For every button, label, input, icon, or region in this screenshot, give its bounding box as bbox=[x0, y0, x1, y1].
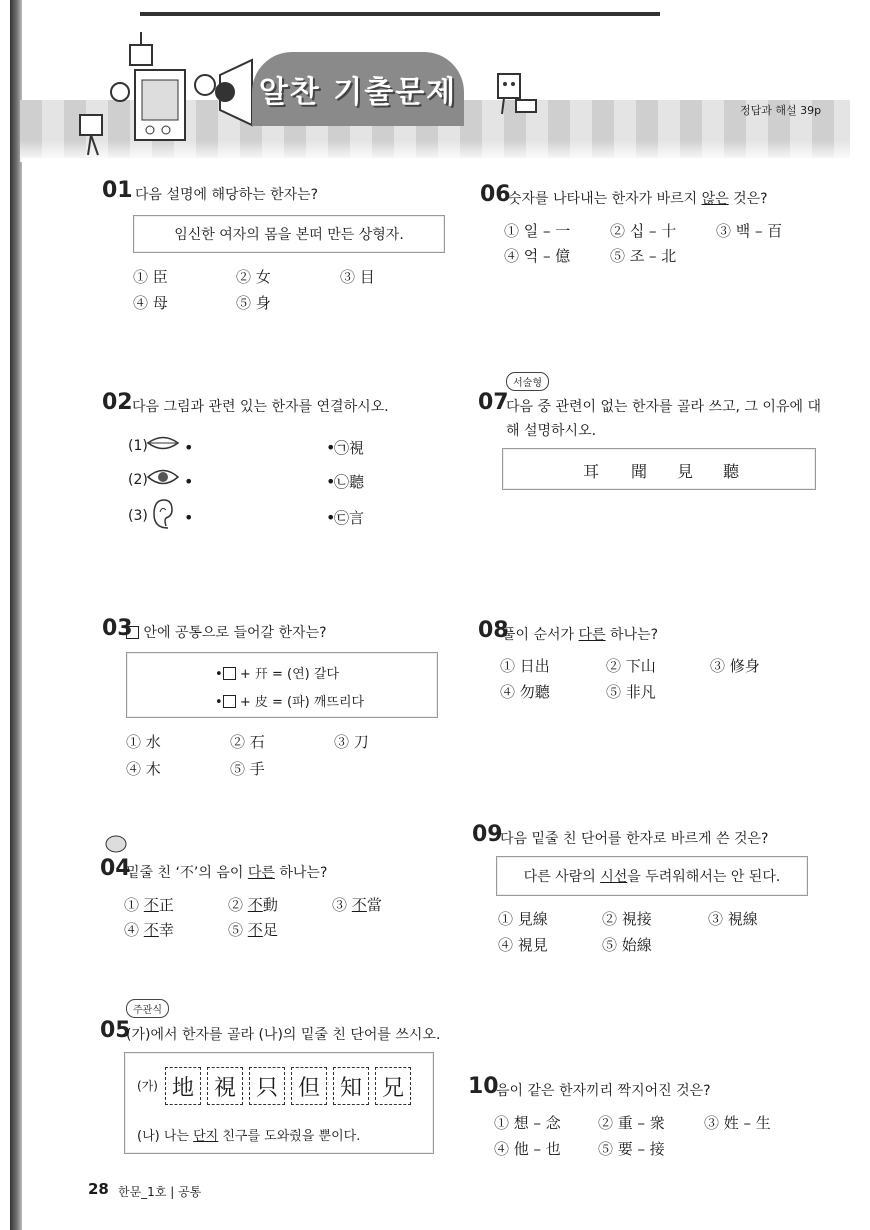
q10-option-2[interactable]: ② 重 – 衆 bbox=[598, 1114, 665, 1132]
q03-line-1: • + 幵 = (연) 갈다 bbox=[215, 667, 339, 682]
q10-text: 음이 같은 한자끼리 짝지어진 것은? bbox=[496, 1083, 711, 1099]
q06-option-4[interactable]: ④ 억 – 億 bbox=[504, 247, 571, 265]
q07-char-1: 耳 bbox=[583, 462, 600, 481]
q08-option-1[interactable]: ① 日出 bbox=[500, 657, 550, 675]
q09-option-4[interactable]: ④ 視見 bbox=[498, 936, 548, 954]
section-title: 알찬 기출문제 bbox=[258, 75, 458, 110]
answer-reference: 정답과 해설 39p bbox=[740, 104, 822, 117]
q01-option-3[interactable]: ③ 目 bbox=[340, 268, 375, 286]
q08-option-3[interactable]: ③ 修身 bbox=[710, 657, 760, 675]
q02-dot-left-3[interactable]: • bbox=[184, 508, 194, 527]
ear-icon bbox=[150, 498, 174, 532]
q03-option-5[interactable]: ⑤ 手 bbox=[230, 760, 265, 778]
q02-dot-right-3[interactable]: • bbox=[326, 508, 336, 527]
q08-option-2[interactable]: ② 下山 bbox=[606, 657, 656, 675]
q07-number: 07 bbox=[478, 390, 509, 415]
q07-char-2: 聞 bbox=[631, 462, 648, 481]
q07-badge: 서술형 bbox=[506, 372, 549, 391]
q04-option-5[interactable]: ⑤ 不足 bbox=[228, 921, 278, 939]
q05-ga-label: (가) bbox=[137, 1079, 158, 1093]
blank-square-icon bbox=[126, 626, 139, 639]
small-robot-icon bbox=[492, 70, 542, 120]
q06-number: 06 bbox=[480, 182, 511, 207]
q02-dot-left-2[interactable]: • bbox=[184, 472, 194, 491]
q02-text: 다음 그림과 관련 있는 한자를 연결하시오. bbox=[132, 399, 389, 415]
q01-option-1[interactable]: ① 臣 bbox=[133, 268, 168, 286]
q05-text: (가)에서 한자를 골라 (나)의 밑줄 친 단어를 쓰시오. bbox=[126, 1027, 441, 1043]
q08-text: 풀이 순서가 다른 하나는? bbox=[502, 627, 659, 643]
page-number: 28 bbox=[88, 1180, 109, 1198]
q09-sentence: 다른 사람의 시선을 두려워해서는 안 된다. bbox=[523, 869, 781, 885]
q03-number: 03 bbox=[102, 616, 133, 641]
hanja-card[interactable]: 視 bbox=[207, 1067, 243, 1105]
q02-dot-left-1[interactable]: • bbox=[184, 438, 194, 457]
q04-text: 밑줄 친 ‘不’의 음이 다른 하나는? bbox=[126, 865, 328, 881]
q09-number: 09 bbox=[472, 822, 503, 847]
q07-text-line-2: 해 설명하시오. bbox=[506, 423, 597, 439]
hanja-card[interactable]: 兄 bbox=[375, 1067, 411, 1105]
q01-text: 다음 설명에 해당하는 한자는? bbox=[135, 187, 319, 203]
q07-box bbox=[502, 448, 816, 490]
eye-icon bbox=[146, 466, 180, 488]
q05-number: 05 bbox=[100, 1018, 131, 1043]
q03-hint-box bbox=[126, 652, 438, 718]
q05-na-sentence: (나) 나는 단지 친구를 도와줬을 뿐이다. bbox=[137, 1129, 361, 1144]
q09-option-1[interactable]: ① 見線 bbox=[498, 910, 548, 928]
q02-item-3-label: (3) bbox=[128, 508, 148, 524]
q02-choice-3: ㉢言 bbox=[334, 509, 365, 527]
hanja-card[interactable]: 但 bbox=[291, 1067, 327, 1105]
q10-option-5[interactable]: ⑤ 要 – 接 bbox=[598, 1140, 665, 1158]
q06-option-3[interactable]: ③ 백 – 百 bbox=[716, 222, 783, 240]
q05-badge: 주관식 bbox=[126, 999, 169, 1018]
q03-option-1[interactable]: ① 水 bbox=[126, 733, 161, 751]
section-title-tab bbox=[252, 52, 464, 126]
footer-label: 한문_1호 | 공통 bbox=[118, 1185, 202, 1199]
q02-dot-right-1[interactable]: • bbox=[326, 438, 336, 457]
q06-option-1[interactable]: ① 일 – 一 bbox=[504, 222, 571, 240]
q01-hint-box bbox=[133, 215, 445, 253]
page-edge-shadow bbox=[10, 0, 22, 1230]
q09-option-5[interactable]: ⑤ 始線 bbox=[602, 936, 652, 954]
q02-item-2-label: (2) bbox=[128, 472, 148, 488]
q03-text: 안에 공통으로 들어갈 한자는? bbox=[126, 622, 327, 642]
q04-number: 04 bbox=[100, 856, 131, 881]
q08-option-5[interactable]: ⑤ 非凡 bbox=[606, 683, 656, 701]
q02-dot-right-2[interactable]: • bbox=[326, 472, 336, 491]
q10-number: 10 bbox=[468, 1074, 499, 1099]
q08-number: 08 bbox=[478, 618, 509, 643]
q01-option-4[interactable]: ④ 母 bbox=[133, 294, 168, 312]
q04-mascot-icon bbox=[104, 834, 128, 854]
q04-option-2[interactable]: ② 不動 bbox=[228, 896, 278, 914]
lips-icon bbox=[146, 432, 180, 454]
hanja-card[interactable]: 知 bbox=[333, 1067, 369, 1105]
q03-line-2: • + 皮 = (파) 깨뜨리다 bbox=[215, 695, 365, 710]
q10-option-4[interactable]: ④ 他 – 也 bbox=[494, 1140, 561, 1158]
q01-number: 01 bbox=[102, 178, 133, 203]
q04-option-3[interactable]: ③ 不當 bbox=[332, 896, 382, 914]
q10-option-1[interactable]: ① 想 – 念 bbox=[494, 1114, 561, 1132]
hanja-card[interactable]: 地 bbox=[165, 1067, 201, 1105]
q02-item-1-label: (1) bbox=[128, 438, 148, 454]
q06-option-5[interactable]: ⑤ 조 – 北 bbox=[610, 247, 677, 265]
hanja-card[interactable]: 只 bbox=[249, 1067, 285, 1105]
q03-option-3[interactable]: ③ 刀 bbox=[334, 733, 369, 751]
q07-text-line-1: 다음 중 관련이 없는 한자를 골라 쓰고, 그 이유에 대 bbox=[506, 399, 821, 415]
robot-tv-illustration bbox=[60, 30, 260, 160]
q03-option-2[interactable]: ② 石 bbox=[230, 733, 265, 751]
q01-option-5[interactable]: ⑤ 身 bbox=[236, 294, 271, 312]
q05-box bbox=[124, 1052, 434, 1154]
q06-text: 숫자를 나타내는 한자가 바르지 않은 것은? bbox=[508, 191, 768, 207]
q09-option-3[interactable]: ③ 視線 bbox=[708, 910, 758, 928]
q05-card-row bbox=[165, 1067, 411, 1105]
q04-option-1[interactable]: ① 不正 bbox=[124, 896, 174, 914]
q09-option-2[interactable]: ② 視接 bbox=[602, 910, 652, 928]
q01-option-2[interactable]: ② 女 bbox=[236, 268, 271, 286]
q06-option-2[interactable]: ② 십 – 十 bbox=[610, 222, 677, 240]
q07-char-3: 見 bbox=[677, 462, 694, 481]
q02-choice-2: ㉡聽 bbox=[334, 473, 365, 491]
top-rule bbox=[140, 12, 660, 16]
q10-option-3[interactable]: ③ 姓 – 生 bbox=[704, 1114, 771, 1132]
q08-option-4[interactable]: ④ 勿聽 bbox=[500, 683, 550, 701]
q02-choice-1: ㉠視 bbox=[334, 439, 365, 457]
q07-char-4: 聽 bbox=[723, 462, 740, 481]
q03-option-4[interactable]: ④ 木 bbox=[126, 760, 161, 778]
q01-hint-text: 임신한 여자의 몸을 본떠 만든 상형자. bbox=[174, 227, 404, 243]
q09-box bbox=[496, 856, 808, 896]
q09-text: 다음 밑줄 친 단어를 한자로 바르게 쓴 것은? bbox=[500, 831, 769, 847]
q02-number: 02 bbox=[102, 390, 133, 415]
q04-option-4[interactable]: ④ 不幸 bbox=[124, 921, 174, 939]
